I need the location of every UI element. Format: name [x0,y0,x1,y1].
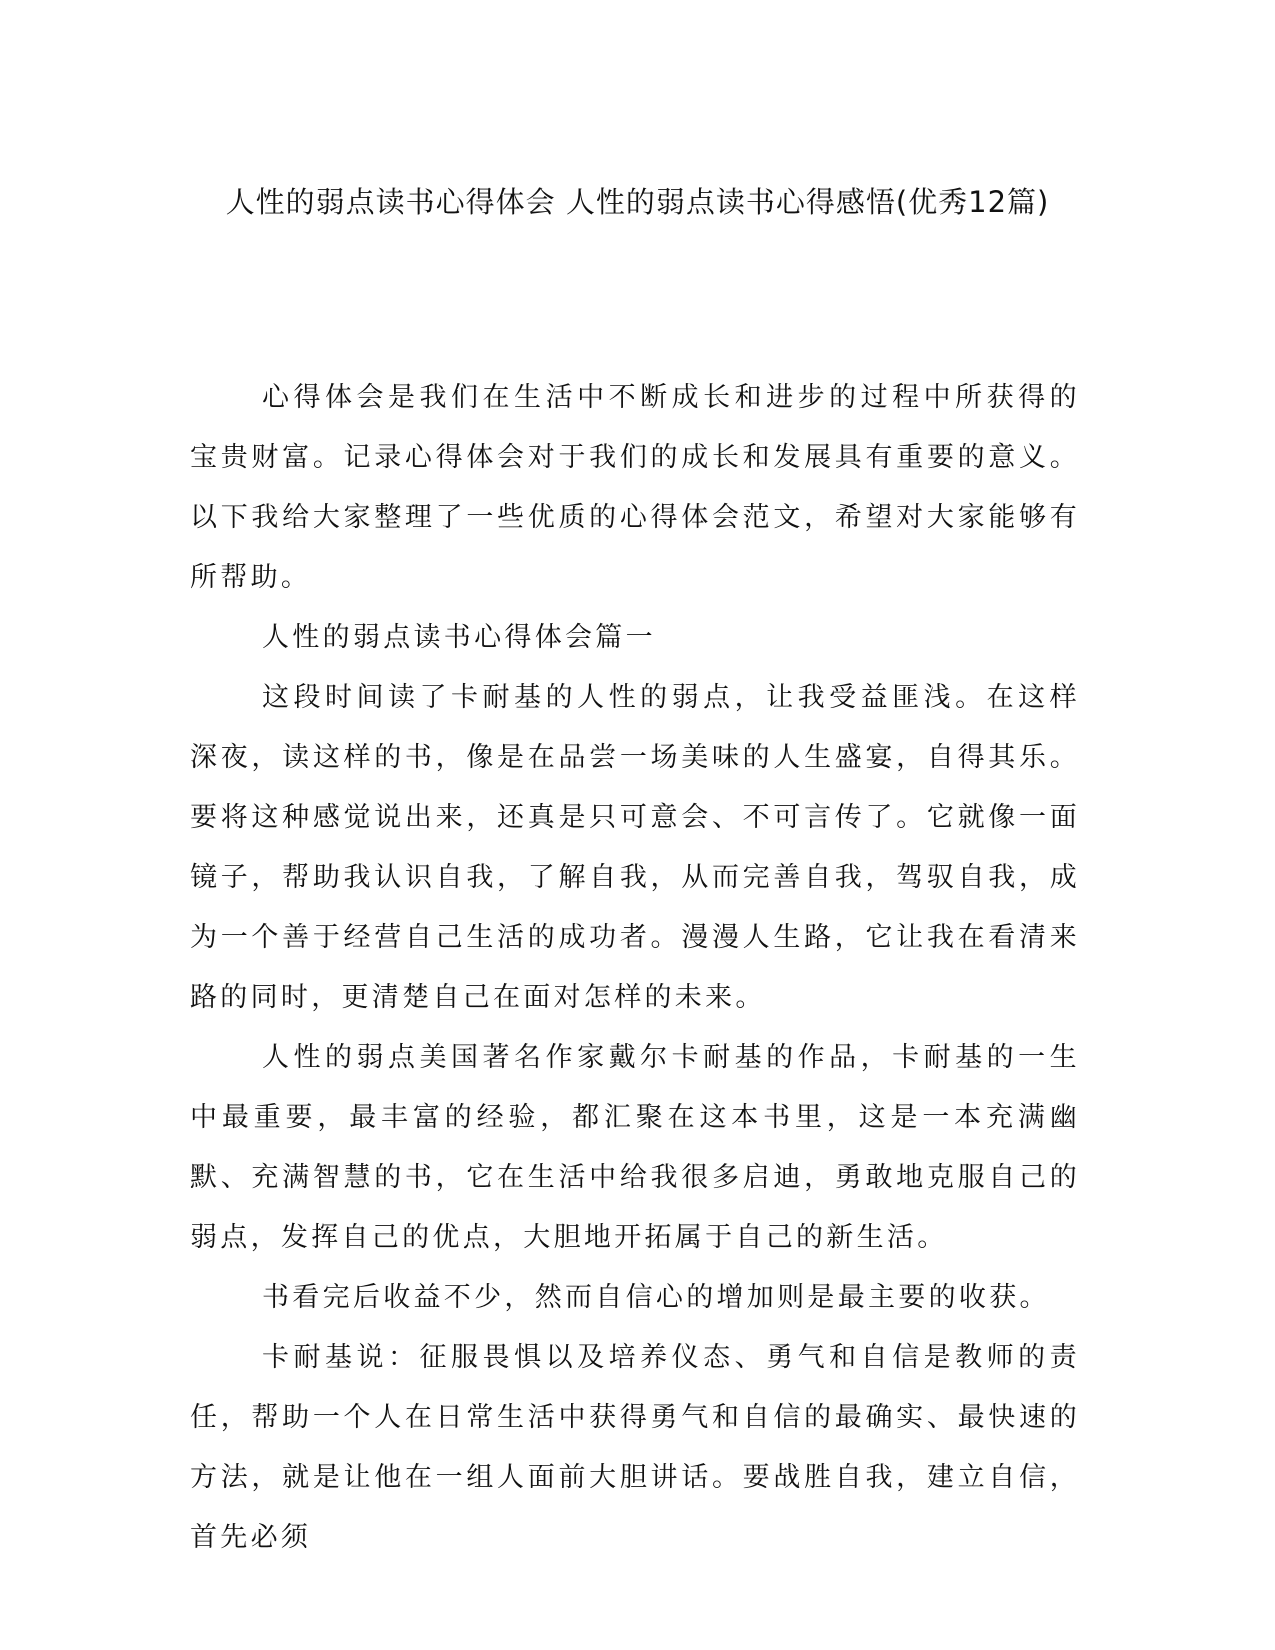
body-paragraph: 人性的弱点美国著名作家戴尔卡耐基的作品，卡耐基的一生中最重要，最丰富的经验，都汇聚在这本书里，这是一本充满幽默、充满智慧的书，它在生活中给我很多启迪，勇敢地克服自己的弱点，发挥自己的优点，大胆地开拓属于自己的新生活。 [190,1042,1080,1253]
document-title: 人性的弱点读书心得体会 人性的弱点读书心得感悟(优秀12篇) [225,185,1050,219]
document-body [190,368,1080,1568]
body-paragraph: 这段时间读了卡耐基的人性的弱点，让我受益匪浅。在这样深夜，读这样的书，像是在品尝一场美味的人生盛宴，自得其乐。要将这种感觉说出来，还真是只可意会、不可言传了。它就像一面镜子，帮助我认识自我，了解自我，从而完善自我，驾驭自我，成为一个善于经营自己生活的成功者。漫漫人生路，它让我在看清来路的同时，更清楚自己在面对怎样的未来。 [190,682,1080,1013]
body-paragraph: 书看完后收益不少，然而自信心的增加则是最主要的收获。 [262,1282,1050,1313]
intro-paragraph: 心得体会是我们在生活中不断成长和进步的过程中所获得的宝贵财富。记录心得体会对于我们的成长和发展具有重要的意义。以下我给大家整理了一些优质的心得体会范文，希望对大家能够有所帮助。 [190,382,1080,593]
body-paragraph: 卡耐基说：征服畏惧以及培养仪态、勇气和自信是教师的责任，帮助一个人在日常生活中获得勇气和自信的最确实、最快速的方法，就是让他在一组人面前大胆讲话。要战胜自我，建立自信，首先必须 [190,1342,1080,1553]
section-heading: 人性的弱点读书心得体会篇一 [262,622,656,653]
